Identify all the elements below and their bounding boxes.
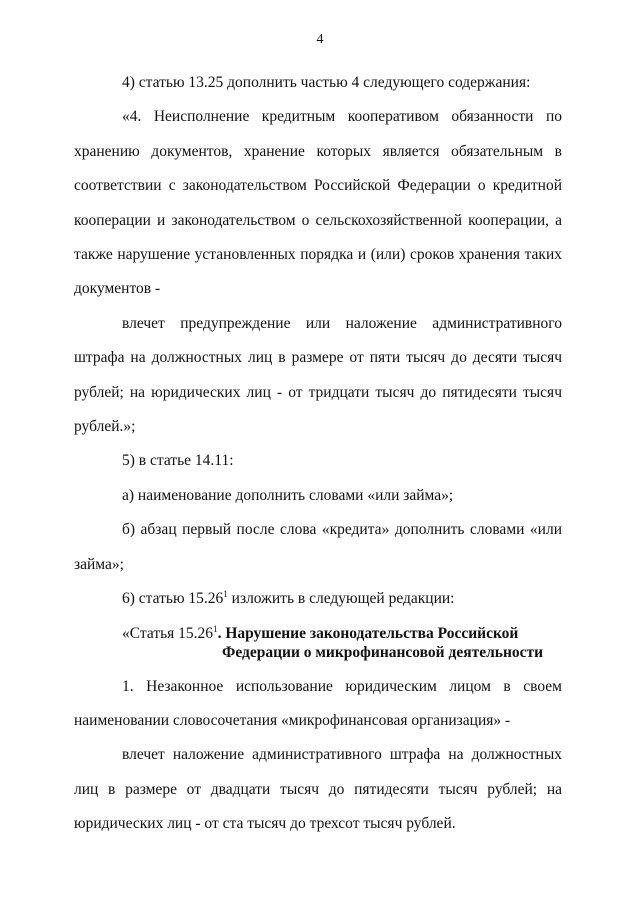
amend-15-26-1-text: 6) статью 15.26 (122, 590, 224, 608)
amend-15-26-1-tail: изложить в следующей редакции: (227, 590, 455, 608)
paragraph-penalty-13-25: влечет предупреждение или наложение административного штрафа на должностных лиц в размере от пяти тысяч до десяти тысяч рублей; на юридических лиц - от тридцати тысяч до пятидесяти тысяч рублей.»; (74, 314, 562, 436)
article-heading (74, 617, 562, 670)
paragraph-15-26-1-part-1: 1. Незаконное использование юридическим лицом в своем наименовании словосочетания «микрофинансовая организация» - (74, 677, 562, 729)
paragraph-amend-13-25: 4) статью 13.25 дополнить частью 4 следующего содержания: (122, 74, 531, 91)
superscript-index: 1 (223, 589, 228, 600)
paragraph-14-11-b: б) абзац первый после слова «кредита» дополнить словами «или займа»; (74, 521, 562, 573)
article-heading-lead: «Статья 15.26 (122, 624, 214, 642)
article-heading-title-line1: Нарушение законодательства Российской (225, 624, 519, 642)
paragraph-part-4-text: «4. Неисполнение кредитным кооперативом обязанности по хранению документов, хранение которых является обязательным в соответствии с законодательством Российской Федерации о кредитной кооперации и законодательством о сельскохозяйственной кооперации, а также нарушение установленных порядка и (или) сроков хранения таких документов - (74, 108, 562, 298)
document-body (74, 66, 562, 842)
paragraph-15-26-1-penalty: влечет наложение административного штрафа на должностных лиц в размере от двадцати тысяч до пятидесяти тысяч рублей; на юридических лиц - от ста тысяч до трехсот тысяч рублей. (74, 746, 562, 833)
article-heading-title-line2: Федерации о микрофинансовой деятельности (222, 643, 544, 661)
page-number: 4 (316, 32, 324, 47)
paragraph-14-11-a: а) наименование дополнить словами «или займа»; (122, 486, 454, 504)
paragraph-amend-15-26-1 (74, 582, 562, 616)
article-heading-superscript: 1 (213, 623, 218, 634)
article-heading-dot: . (217, 624, 226, 642)
paragraph-amend-14-11: 5) в статье 14.11: (122, 452, 234, 470)
